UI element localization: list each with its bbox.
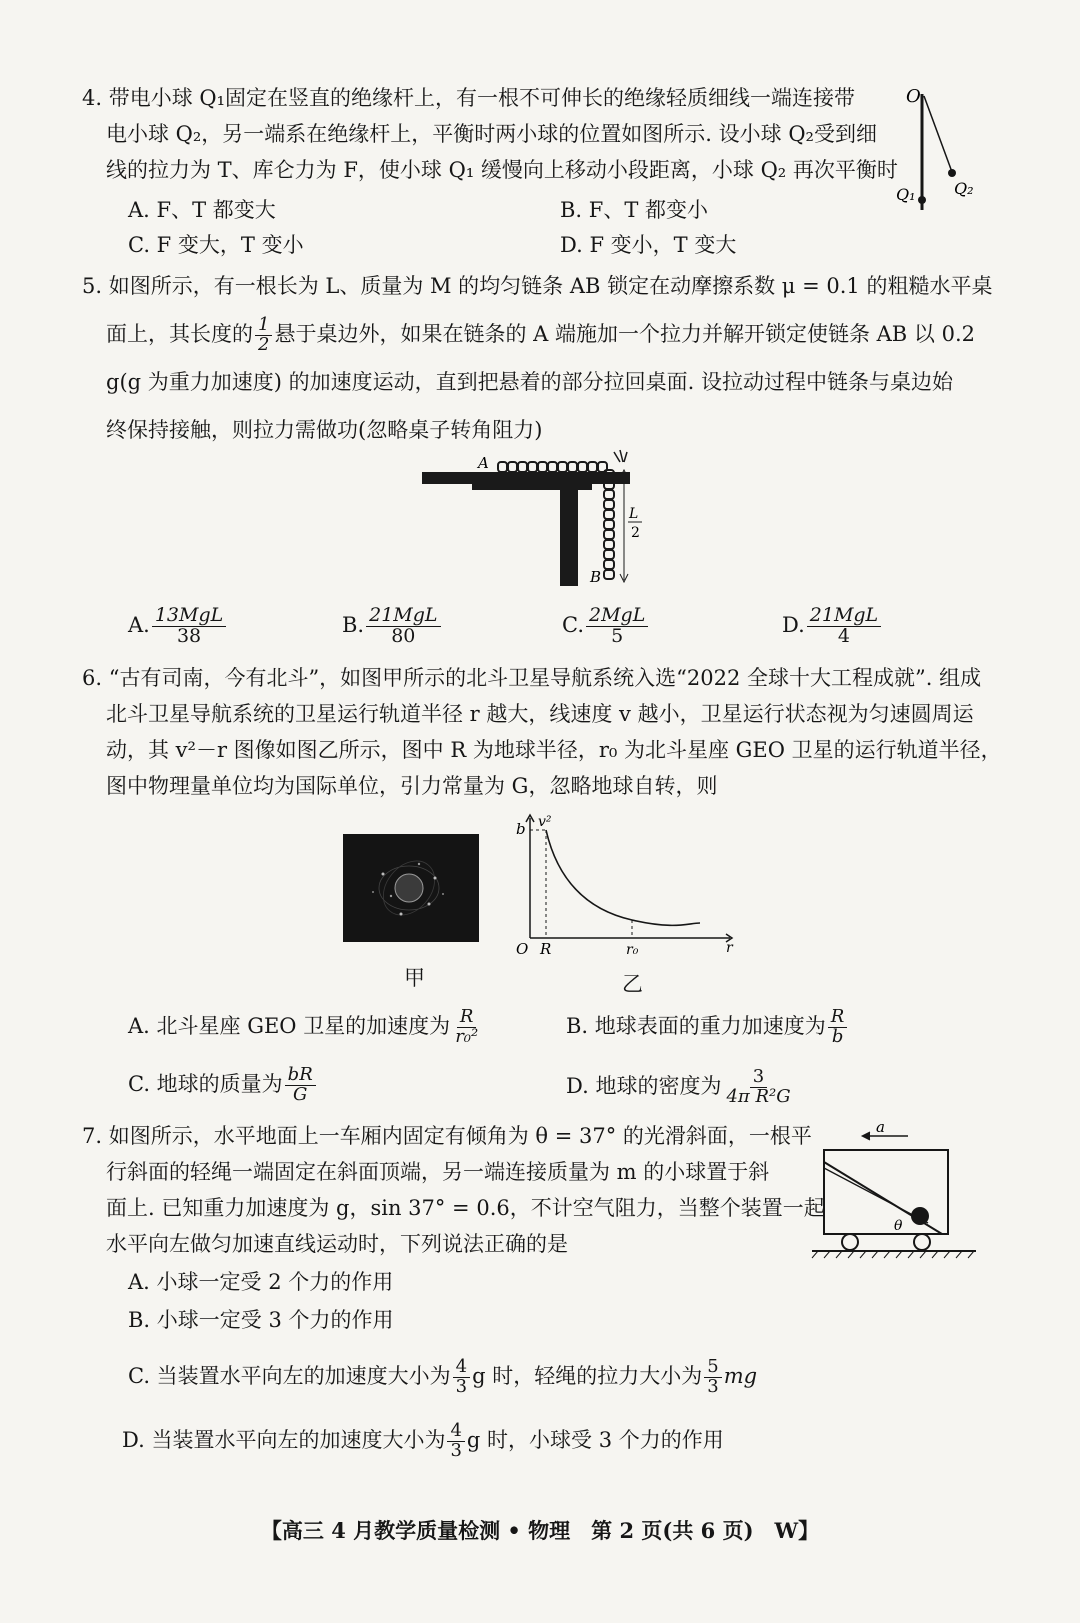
q6-option-d: D. 地球的密度为 $\frac{3}{\text{4π R²G}}$	[566, 1066, 791, 1107]
table-leg	[560, 484, 578, 586]
q4-line: 4. 带电小球 Q₁固定在竖直的绝缘杆上，有一根不可伸长的绝缘轻质细线一端连接带	[82, 86, 856, 110]
label-b: B	[590, 568, 602, 586]
q5-option-a: A. $\frac{\text{13MgL}}{38}$	[128, 606, 228, 647]
q5-line: 终保持接触，则拉力需做功(忽略桌子转角阻力)	[106, 418, 543, 442]
q7-line: 7. 如图所示，水平地面上一车厢内固定有倾角为 θ = 37° 的光滑斜面，一根平	[82, 1124, 812, 1148]
q7-line: 行斜面的轻绳一端固定在斜面顶端，另一端连接质量为 m 的小球置于斜	[106, 1160, 770, 1184]
q5-line: 面上，其长度的 $\frac{1}{2}$ 悬于桌边外，如果在链条的 A 端施加一个拉力并解开锁定使链条 AB 以 0.2	[106, 314, 975, 355]
question-7	[82, 1118, 825, 1262]
q5-option-c: C. $\frac{\text{2MgL}}{5}$	[562, 606, 650, 647]
q5-line: 5. 如图所示，有一根长为 L、质量为 M 的均匀链条 AB 锁定在动摩擦系数 μ = 0.1 的粗糙水平桌	[82, 274, 993, 298]
ball-q2	[948, 169, 956, 177]
chain-horizontal	[498, 462, 607, 472]
q7-line: 面上. 已知重力加速度为 g，sin 37° = 0.6，不计空气阻力，当整个装置一起	[106, 1196, 825, 1220]
q4-option-b: B. F、T 都变小	[560, 198, 709, 222]
label-q1: Q₁	[896, 185, 916, 204]
q6-line: 图中物理量单位均为国际单位，引力常量为 G，忽略地球自转，则	[106, 774, 718, 798]
q6-option-b: B. 地球表面的重力加速度为 $\frac{R}{b}$	[566, 1002, 849, 1050]
label-theta: θ	[894, 1218, 903, 1234]
label-q2: Q₂	[954, 179, 974, 198]
label-yi: 乙	[622, 972, 643, 996]
label-jia: 甲	[404, 966, 425, 990]
label-v2: v²	[538, 814, 552, 830]
q7-option-c: C. 当装置水平向左的加速度大小为 $\frac{4}{3}$ g 时，轻绳的拉力大小为 $\frac{5}{3}$ mg	[128, 1356, 758, 1397]
q7-cart-figure	[808, 1120, 984, 1260]
q5-option-b: B. $\frac{\text{21MgL}}{80}$	[342, 606, 443, 647]
label-l: L	[629, 506, 639, 522]
q5-option-d: D. $\frac{\text{21MgL}}{4}$	[782, 606, 883, 647]
q7-line: 水平向左做匀加速直线运动时，下列说法正确的是	[106, 1232, 568, 1256]
wheel-left	[842, 1234, 858, 1250]
question-6	[82, 660, 1002, 804]
ball	[911, 1207, 929, 1225]
corner-mark	[614, 450, 627, 462]
label-a: A	[478, 454, 489, 472]
q4-line: 电小球 Q₂，另一端系在绝缘杆上，平衡时两小球的位置如图所示. 设小球 Q₂受到细	[106, 122, 877, 146]
carriage	[824, 1150, 948, 1234]
ground-hatch	[812, 1251, 974, 1258]
page-footer: 【高三 4 月教学质量检测 • 物理 第 2 页(共 6 页) W】	[260, 1518, 820, 1543]
q4-option-d: D. F 变小，T 变大	[560, 233, 737, 257]
q5-chain-figure	[420, 448, 660, 593]
q7-option-a: A. 小球一定受 2 个力的作用	[128, 1270, 394, 1294]
v2-r-graph	[508, 810, 738, 960]
question-5	[82, 262, 993, 454]
label-b: b	[516, 820, 526, 838]
label-a: a	[876, 1120, 885, 1136]
q6-line: 北斗卫星导航系统的卫星运行轨道半径 r 越大，线速度 v 越小，卫星运行状态视为匀速圆周运	[106, 702, 974, 726]
q5-line: g(g 为重力加速度) 的加速度运动，直到把悬着的部分拉回桌面. 设拉动过程中链条与桌边始	[106, 370, 953, 394]
question-4	[82, 80, 902, 188]
curve	[546, 830, 700, 925]
table-top	[422, 472, 630, 484]
label-origin: O	[516, 940, 529, 958]
q4-option-c: C. F 变大，T 变小	[128, 233, 304, 257]
q4-figure	[890, 82, 990, 222]
label-r0: r₀	[626, 942, 639, 958]
q4-option-a: A. F、T 都变大	[128, 198, 276, 222]
wheel-right	[914, 1234, 930, 1250]
label-2: 2	[631, 525, 640, 541]
fraction-half: $\frac{1}{2}$	[255, 316, 272, 355]
ball-q1	[918, 196, 926, 204]
label-r: r	[726, 940, 733, 956]
thread	[924, 96, 952, 172]
q7-option-b: B. 小球一定受 3 个力的作用	[128, 1308, 394, 1332]
q4-line: 线的拉力为 T、库仑力为 F，使小球 Q₁ 缓慢向上移动小段距离，小球 Q₂ 再次平衡时	[106, 158, 898, 182]
q6-option-a: A. 北斗星座 GEO 卫星的加速度为 $\frac{R}{\text{r₀²}}$	[128, 1006, 479, 1047]
q6-line: 6. “古有司南，今有北斗”，如图甲所示的北斗卫星导航系统入选“2022 全球十大工程成就”. 组成	[82, 666, 982, 690]
chain-hanging	[604, 470, 614, 579]
earth-satellites-image	[343, 834, 479, 942]
q7-option-d: D. 当装置水平向左的加速度大小为 $\frac{4}{3}$ g 时，小球受 3 个力的作用	[122, 1420, 724, 1461]
label-o: O	[906, 86, 921, 107]
beidou-photo	[343, 834, 479, 942]
label-r-big: R	[540, 940, 552, 958]
q6-line: 动，其 v²－r 图像如图乙所示，图中 R 为地球半径，r₀ 为北斗星座 GEO 卫星的运行轨道半径，	[106, 738, 1002, 762]
q6-option-c: C. 地球的质量为 $\frac{bR}{G}$	[128, 1060, 318, 1108]
